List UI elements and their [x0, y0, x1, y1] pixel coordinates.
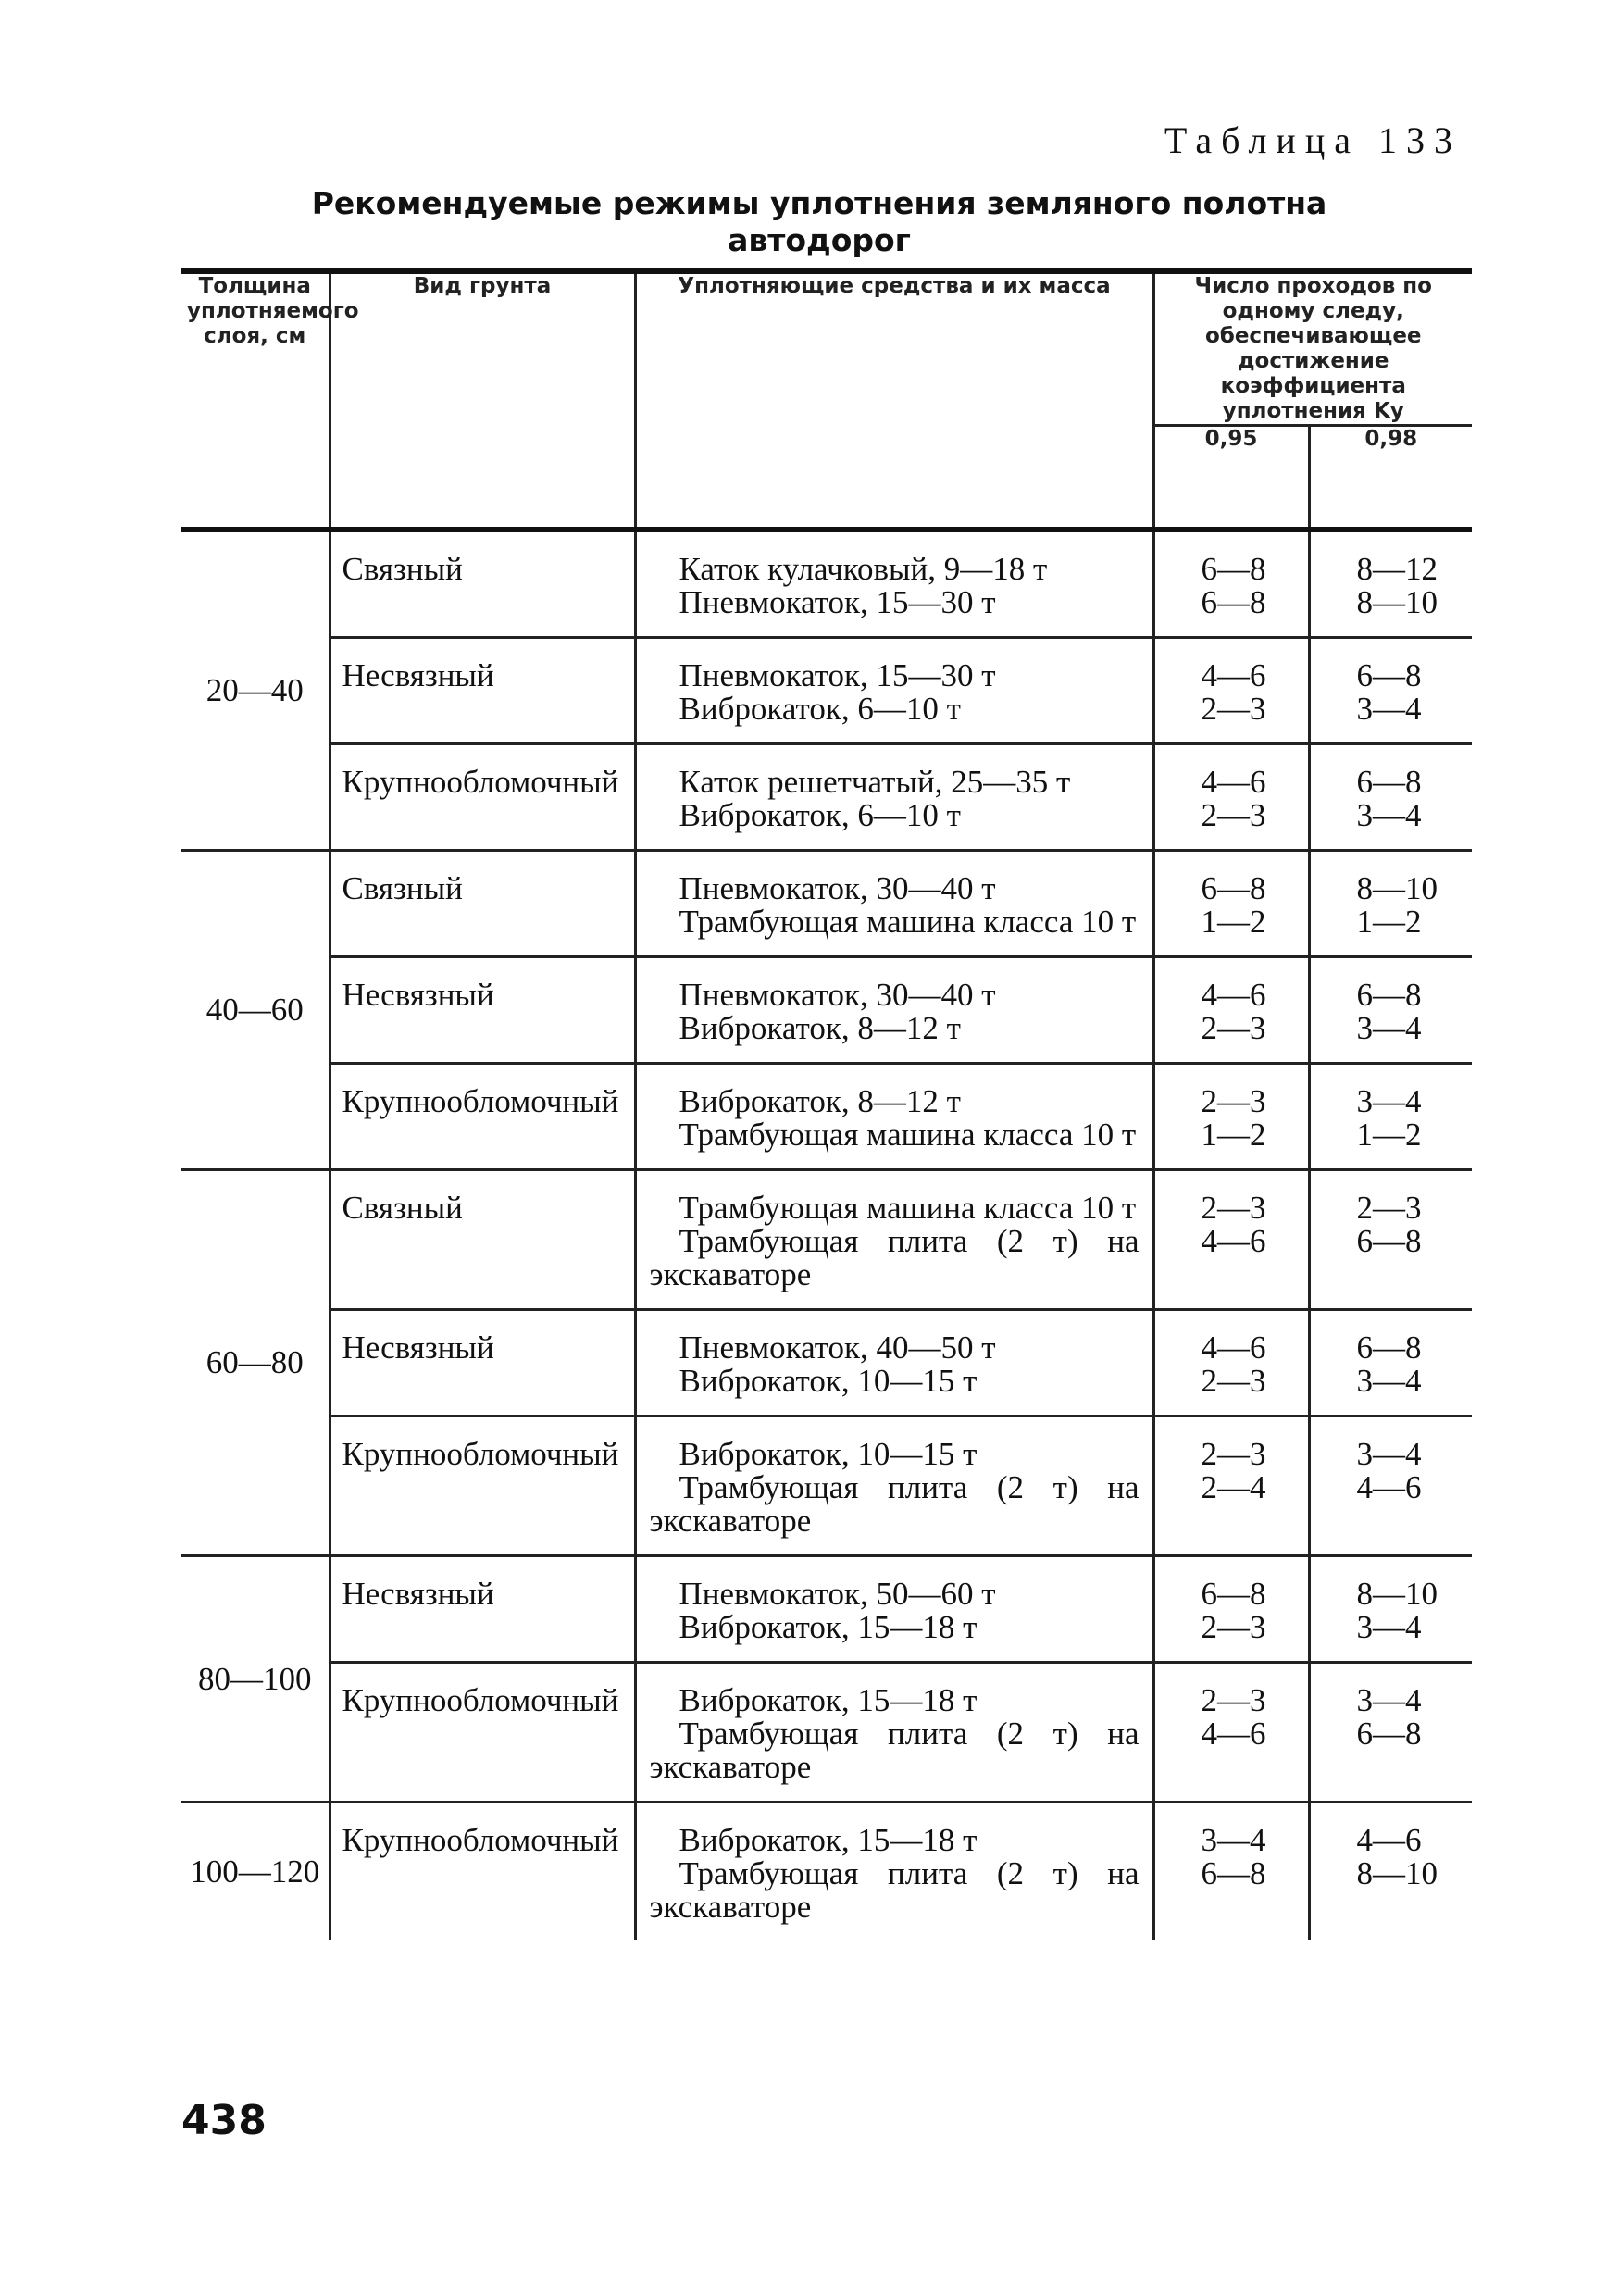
table-row [181, 1064, 1472, 1170]
passes-value: 2—3 [1201, 691, 1266, 727]
soil-type: Крупнообломочный [330, 744, 635, 851]
table-row [181, 530, 1472, 638]
table-row [181, 744, 1472, 851]
header-k-098: 0,98 [1309, 426, 1472, 530]
means-item: Каток кулачковый, 9—18 т [679, 551, 1048, 587]
passes-value: 4—6 [1356, 1469, 1422, 1505]
passes-k-095 [1153, 1556, 1309, 1663]
passes-value: 3—4 [1356, 1609, 1422, 1645]
means-item: Трамбующая плита (2 т) на экскаваторе [649, 1855, 1140, 1925]
table-row [181, 1310, 1472, 1416]
table-title-line-2: автодорог [728, 222, 911, 258]
means-item: Трамбующая плита (2 т) на экскаваторе [649, 1223, 1140, 1292]
passes-value: 2—3 [1201, 797, 1266, 833]
compaction-means [635, 1416, 1153, 1556]
passes-k-098 [1309, 957, 1472, 1064]
passes-k-098 [1309, 1170, 1472, 1310]
soil-type: Несвязный [330, 957, 635, 1064]
passes-k-095 [1153, 851, 1309, 957]
passes-value: 6—8 [1201, 870, 1266, 906]
passes-value: 3—4 [1356, 1010, 1422, 1046]
passes-value: 2—4 [1201, 1469, 1266, 1505]
table-row [181, 1663, 1472, 1803]
page-number: 438 [181, 2097, 267, 2144]
means-item: Пневмокаток, 30—40 т [679, 977, 996, 1013]
passes-value: 4—6 [1201, 977, 1266, 1013]
passes-k-098 [1309, 851, 1472, 957]
passes-k-098 [1309, 530, 1472, 638]
passes-k-098 [1309, 1310, 1472, 1416]
means-item: Трамбующая плита (2 т) на экскаваторе [649, 1716, 1140, 1785]
passes-value: 2—3 [1201, 1363, 1266, 1399]
passes-value: 4—6 [1356, 1822, 1422, 1858]
passes-k-098 [1309, 1803, 1472, 1941]
compaction-means [635, 744, 1153, 851]
passes-value: 2—3 [1356, 1190, 1422, 1226]
passes-k-095 [1153, 638, 1309, 744]
means-item: Виброкаток, 10—15 т [679, 1363, 978, 1399]
passes-k-095 [1153, 530, 1309, 638]
passes-value: 6—8 [1201, 1855, 1266, 1891]
soil-type: Несвязный [330, 638, 635, 744]
means-item: Пневмокаток, 50—60 т [679, 1576, 996, 1612]
header-thickness: Толщина уплотняемого слоя, см [181, 271, 330, 530]
passes-value: 2—3 [1201, 1609, 1266, 1645]
passes-value: 4—6 [1201, 657, 1266, 693]
header-means: Уплотняющие средства и их масса [635, 271, 1153, 530]
compaction-means [635, 1663, 1153, 1803]
table-row [181, 851, 1472, 957]
compaction-means [635, 638, 1153, 744]
layer-thickness: 60—80 [181, 1170, 330, 1556]
means-item: Пневмокаток, 15—30 т [679, 657, 996, 693]
soil-type: Несвязный [330, 1310, 635, 1416]
passes-k-095 [1153, 1803, 1309, 1941]
passes-value: 2—3 [1201, 1436, 1266, 1472]
passes-k-095 [1153, 1064, 1309, 1170]
soil-type: Связный [330, 851, 635, 957]
passes-value: 3—4 [1356, 1682, 1422, 1718]
passes-value: 6—8 [1356, 764, 1422, 800]
compaction-means [635, 1556, 1153, 1663]
layer-thickness: 100—120 [181, 1803, 330, 1941]
passes-value: 6—8 [1201, 1576, 1266, 1612]
means-item: Пневмокаток, 30—40 т [679, 870, 996, 906]
layer-thickness: 20—40 [181, 530, 330, 851]
passes-value: 8—10 [1356, 1576, 1438, 1612]
header-k-095: 0,95 [1153, 426, 1309, 530]
header-soil: Вид грунта [330, 271, 635, 530]
passes-value: 3—4 [1356, 1083, 1422, 1119]
table-row [181, 957, 1472, 1064]
compaction-table [181, 268, 1472, 1940]
passes-value: 8—10 [1356, 870, 1438, 906]
passes-value: 6—8 [1356, 657, 1422, 693]
passes-k-098 [1309, 638, 1472, 744]
passes-k-095 [1153, 957, 1309, 1064]
table-title [278, 185, 1361, 259]
soil-type: Связный [330, 1170, 635, 1310]
passes-value: 1—2 [1356, 904, 1422, 940]
passes-value: 8—10 [1356, 584, 1438, 620]
compaction-means [635, 851, 1153, 957]
table-label: Таблица 133 [1164, 119, 1462, 161]
layer-thickness: 40—60 [181, 851, 330, 1170]
header-passes: Число проходов по одному следу, обеспечивающее достижение коэффициента уплотнения Kу [1153, 271, 1472, 426]
means-item: Виброкаток, 6—10 т [679, 797, 961, 833]
means-item: Виброкаток, 8—12 т [679, 1083, 961, 1119]
means-item: Виброкаток, 6—10 т [679, 691, 961, 727]
means-item: Виброкаток, 10—15 т [679, 1436, 978, 1472]
passes-value: 3—4 [1201, 1822, 1266, 1858]
passes-value: 3—4 [1356, 797, 1422, 833]
layer-thickness: 80—100 [181, 1556, 330, 1803]
soil-type: Несвязный [330, 1556, 635, 1663]
means-item: Виброкаток, 15—18 т [679, 1609, 978, 1645]
passes-value: 6—8 [1356, 977, 1422, 1013]
passes-value: 6—8 [1356, 1329, 1422, 1366]
passes-value: 4—6 [1201, 1223, 1266, 1259]
passes-value: 4—6 [1201, 764, 1266, 800]
soil-type: Крупнообломочный [330, 1064, 635, 1170]
passes-value: 1—2 [1201, 1117, 1266, 1153]
table-body [181, 530, 1472, 1940]
compaction-means [635, 1803, 1153, 1941]
passes-value: 8—12 [1356, 551, 1438, 587]
means-item: Трамбующая плита (2 т) на экскаваторе [649, 1469, 1140, 1539]
passes-value: 3—4 [1356, 1436, 1422, 1472]
passes-value: 3—4 [1356, 691, 1422, 727]
passes-value: 4—6 [1201, 1716, 1266, 1752]
means-item: Пневмокаток, 15—30 т [679, 584, 996, 620]
table-row [181, 1803, 1472, 1941]
passes-value: 3—4 [1356, 1363, 1422, 1399]
compaction-means [635, 957, 1153, 1064]
table-row [181, 1416, 1472, 1556]
passes-k-098 [1309, 1556, 1472, 1663]
passes-value: 4—6 [1201, 1329, 1266, 1366]
compaction-means [635, 1310, 1153, 1416]
passes-value: 6—8 [1201, 551, 1266, 587]
passes-value: 2—3 [1201, 1083, 1266, 1119]
passes-k-098 [1309, 1663, 1472, 1803]
means-item: Трамбующая машина класса 10 т [679, 904, 1137, 940]
passes-k-095 [1153, 1416, 1309, 1556]
passes-k-098 [1309, 744, 1472, 851]
table-row [181, 1556, 1472, 1663]
means-item: Пневмокаток, 40—50 т [679, 1329, 996, 1366]
passes-value: 1—2 [1356, 1117, 1422, 1153]
passes-k-095 [1153, 744, 1309, 851]
passes-value: 2—3 [1201, 1190, 1266, 1226]
means-item: Виброкаток, 15—18 т [679, 1822, 978, 1858]
means-item: Виброкаток, 8—12 т [679, 1010, 961, 1046]
passes-value: 6—8 [1356, 1716, 1422, 1752]
passes-value: 6—8 [1356, 1223, 1422, 1259]
passes-value: 2—3 [1201, 1010, 1266, 1046]
soil-type: Крупнообломочный [330, 1663, 635, 1803]
table-row [181, 1170, 1472, 1310]
passes-value: 2—3 [1201, 1682, 1266, 1718]
means-item: Трамбующая машина класса 10 т [679, 1190, 1137, 1226]
passes-k-098 [1309, 1064, 1472, 1170]
table-title-line-1: Рекомендуемые режимы уплотнения земляного полотна [311, 185, 1327, 221]
passes-value: 8—10 [1356, 1855, 1438, 1891]
soil-type: Крупнообломочный [330, 1416, 635, 1556]
means-item: Трамбующая машина класса 10 т [679, 1117, 1137, 1153]
soil-type: Крупнообломочный [330, 1803, 635, 1941]
compaction-means [635, 1170, 1153, 1310]
means-item: Каток решетчатый, 25—35 т [679, 764, 1071, 800]
passes-k-098 [1309, 1416, 1472, 1556]
soil-type: Связный [330, 530, 635, 638]
passes-k-095 [1153, 1310, 1309, 1416]
passes-value: 1—2 [1201, 904, 1266, 940]
compaction-means [635, 1064, 1153, 1170]
passes-value: 6—8 [1201, 584, 1266, 620]
means-item: Виброкаток, 15—18 т [679, 1682, 978, 1718]
passes-k-095 [1153, 1663, 1309, 1803]
passes-k-095 [1153, 1170, 1309, 1310]
compaction-means [635, 530, 1153, 638]
table-row [181, 638, 1472, 744]
